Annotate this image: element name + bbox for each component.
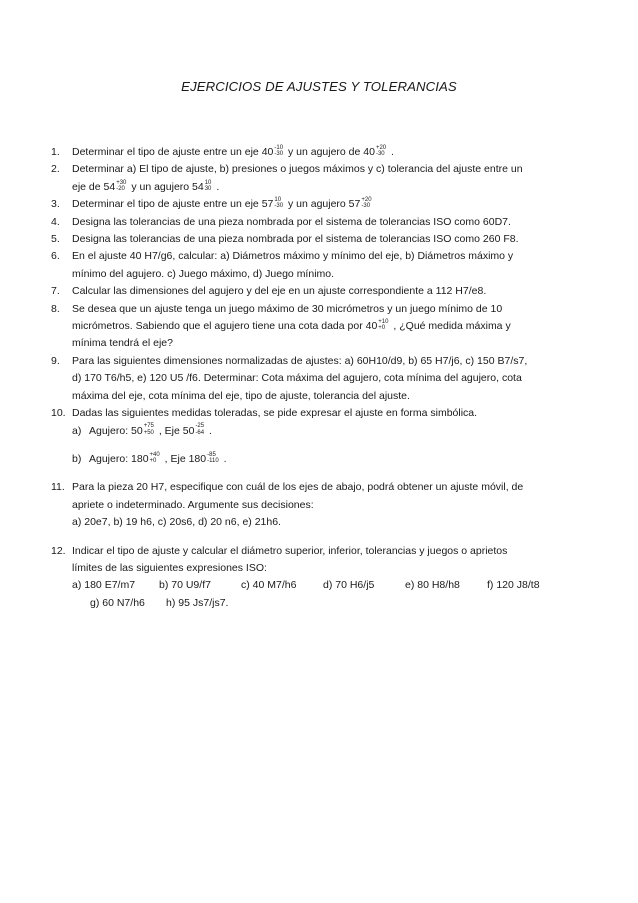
text-segment: . <box>220 452 227 465</box>
upper-deviation: +20 <box>375 144 387 151</box>
text-segment: micrómetros. Sabiendo que el agujero tiene una cota dada por 40 <box>72 320 378 333</box>
text-line: En el ajuste 40 H7/g6, calcular: a) Diámetros máximo y mínimo del eje, b) Diámetros máximo y <box>72 250 514 263</box>
text-segment: y un agujero 54 <box>128 180 204 193</box>
subitem-a <box>72 423 551 440</box>
text-segment: eje de 54 <box>72 180 116 193</box>
upper-deviation: -10 <box>274 144 284 151</box>
tolerance-hole <box>361 197 371 210</box>
tolerance-hole <box>376 145 386 158</box>
text-segment: Determinar el tipo de ajuste entre un eje 40 <box>72 146 274 158</box>
exercise-text <box>72 543 551 613</box>
upper-deviation: -25 <box>195 423 205 430</box>
option-e: e) 80 H8/h8 <box>405 579 460 592</box>
exercise-12 <box>51 543 551 613</box>
text-line: Determinar a) El tipo de ajuste, b) presiones o juegos máximos y c) tolerancia del ajuste entre un <box>72 163 523 176</box>
upper-deviation: +75 <box>143 423 154 430</box>
lower-deviation: +0 <box>149 458 157 465</box>
text-line: Indicar el tipo de ajuste y calcular el diámetro superior, inferior, tolerancias y juegos o aprietos <box>72 544 508 557</box>
exercise-1 <box>51 144 551 161</box>
exercise-11 <box>51 479 551 542</box>
exercise-number: 11. <box>51 481 65 494</box>
exercise-text <box>72 405 551 479</box>
exercise-text <box>72 479 551 542</box>
lower-deviation: -30 <box>361 203 371 210</box>
text-segment: , ¿Qué medida máxima y <box>390 320 511 333</box>
upper-deviation: 10 <box>274 196 282 203</box>
spacer <box>72 440 551 451</box>
exercise-7 <box>51 283 551 300</box>
exercise-5 <box>51 231 551 248</box>
upper-deviation: +10 <box>378 318 389 325</box>
exercise-number: 5. <box>51 233 60 246</box>
exercise-number: 6. <box>51 250 60 263</box>
option-g: g) 60 N7/h6 <box>90 596 145 609</box>
text-line: máxima del eje, cota mínima del eje, tipo de ajuste, tolerancia del ajuste. <box>72 389 410 402</box>
exercise-4 <box>51 214 551 231</box>
exercise-number: 8. <box>51 302 60 315</box>
text-line: Para las siguientes dimensiones normalizadas de ajustes: a) 60H10/d9, b) 65 H7/j6, c) 150 B7/s7, <box>72 354 528 367</box>
option-a: a) 180 E7/m7 <box>72 579 136 592</box>
exercise-text <box>72 353 551 405</box>
text-line: límites de las siguientes expresiones ISO: <box>72 561 267 574</box>
lower-deviation: -30 <box>375 151 385 158</box>
exercise-number: 7. <box>51 285 60 298</box>
option-f: f) 120 J8/t8 <box>487 579 540 592</box>
exercise-number: 3. <box>51 198 60 211</box>
spacer <box>72 468 551 479</box>
exercise-number: 12. <box>51 544 66 557</box>
exercise-list <box>51 144 551 612</box>
exercise-number: 4. <box>51 215 60 228</box>
text-line: Para la pieza 20 H7, especifique con cuál de los ejes de abajo, podrá obtener un ajuste móvil, de <box>72 481 524 494</box>
upper-deviation: +20 <box>361 196 372 203</box>
page-title: EJERCICIOS DE AJUSTES Y TOLERANCIAS <box>181 79 457 94</box>
text-segment: , Eje 50 <box>155 424 195 437</box>
subitem-label: a) <box>72 424 82 437</box>
text-segment: Agujero: 50 <box>89 424 143 437</box>
exercise-text <box>72 144 551 161</box>
text-line <box>72 318 551 335</box>
tolerance-shaft <box>274 145 283 158</box>
exercise-number: 9. <box>51 354 60 367</box>
text-segment: Determinar el tipo de ajuste entre un eje 57 <box>72 198 274 211</box>
subitem-label: b) <box>72 452 82 465</box>
tolerance-hole <box>150 452 160 465</box>
tolerance-shaft <box>207 452 219 465</box>
exercise-text: Designa las tolerancias de una pieza nombrada por el sistema de tolerancias ISO como 260 F8. <box>72 233 519 246</box>
text-segment: y un agujero 57 <box>285 198 361 211</box>
text-line: Dadas las siguientes medidas toleradas, se pide expresar el ajuste en forma simbólica. <box>72 407 478 420</box>
text-line: Se desea que un ajuste tenga un juego máximo de 30 micrómetros y un juego mínimo de 10 <box>72 302 503 315</box>
exercise-10 <box>51 405 551 479</box>
exercise-number: 10. <box>51 407 66 420</box>
lower-deviation: -110 <box>207 458 219 465</box>
exercise-3 <box>51 196 551 213</box>
exercise-text <box>72 161 551 196</box>
tolerance-shaft <box>274 197 283 210</box>
text-segment: Agujero: 180 <box>89 452 149 465</box>
option-c: c) 40 M7/h6 <box>241 579 297 592</box>
lower-deviation: -64 <box>195 429 205 436</box>
text-line: mínimo del agujero. c) Juego máximo, d) Juego mínimo. <box>72 267 335 280</box>
tolerance-hole <box>205 180 212 193</box>
tolerance-shaft <box>116 180 126 193</box>
upper-deviation: +40 <box>149 451 160 458</box>
text-line: a) 20e7, b) 19 h6, c) 20s6, d) 20 n6, e) 21h6. <box>72 516 281 529</box>
text-segment: . <box>206 424 212 437</box>
text-segment: , Eje 180 <box>161 452 207 465</box>
upper-deviation: 10 <box>204 179 212 186</box>
lower-deviation: -20 <box>116 186 125 193</box>
options-row <box>72 577 551 594</box>
option-h: h) 95 Js7/js7. <box>166 596 229 609</box>
text-segment: . <box>213 180 220 193</box>
tolerance-hole <box>378 319 388 332</box>
option-b: b) 70 U9/f7 <box>159 579 211 592</box>
subitem-b <box>72 451 551 468</box>
text-line: d) 170 T6/h5, e) 120 U5 /f6. Determinar: Cota máxima del agujero, cota mínima del agujero, cota <box>72 372 522 385</box>
text-line: mínima tendrá el eje? <box>72 337 173 350</box>
option-d: d) 70 H6/j5 <box>323 579 375 592</box>
exercise-text: Calcular las dimensiones del agujero y del eje en un ajuste correspondiente a 112 H7/e8. <box>72 285 487 298</box>
options-row <box>72 595 551 612</box>
tolerance-shaft <box>195 423 204 436</box>
upper-deviation: -85 <box>207 451 216 458</box>
lower-deviation: 30 <box>204 186 212 193</box>
exercise-8 <box>51 301 551 353</box>
text-line <box>72 179 551 196</box>
tolerance-hole <box>144 423 154 436</box>
lower-deviation: -30 <box>274 203 284 210</box>
lower-deviation: +50 <box>143 429 154 436</box>
exercise-text <box>72 248 551 283</box>
exercise-text <box>72 301 551 353</box>
spacer <box>72 532 551 543</box>
upper-deviation: +30 <box>116 179 127 186</box>
exercise-6 <box>51 248 551 283</box>
exercise-text <box>72 196 551 213</box>
exercise-number: 2. <box>51 163 60 176</box>
exercise-2 <box>51 161 551 196</box>
text-segment: y un agujero de 40 <box>285 146 375 158</box>
exercise-number: 1. <box>51 146 60 158</box>
exercise-text: Designa las tolerancias de una pieza nombrada por el sistema de tolerancias ISO como 60D7. <box>72 215 511 228</box>
text-line: apriete o indeterminado. Argumente sus decisiones: <box>72 498 314 511</box>
lower-deviation: -30 <box>274 151 284 158</box>
exercise-9 <box>51 353 551 405</box>
text-segment: . <box>388 146 394 158</box>
lower-deviation: +0 <box>378 325 386 332</box>
